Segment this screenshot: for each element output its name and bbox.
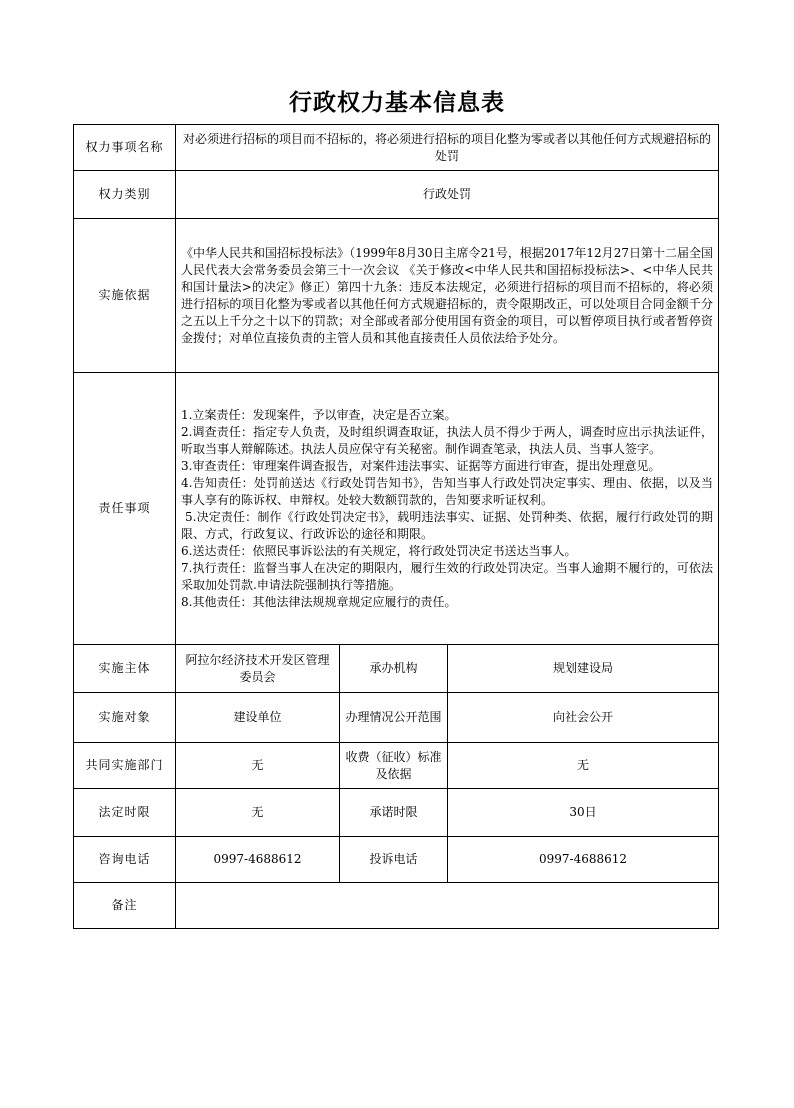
row-target [74, 693, 719, 743]
label-promised-deadline: 承诺时限 [340, 789, 448, 837]
value-joint-department: 无 [176, 743, 340, 789]
label-remark: 备注 [74, 883, 176, 929]
responsibility-item: 2.调查责任：指定专人负责，及时组织调查取证，执法人员不得少于两人，调查时应出示执法证件，听取当事人辩解陈述。执法人员应保守有关秘密。制作调查笔录，执法人员、当事人签字。 [181, 424, 713, 456]
label-disclosure-scope: 办理情况公开范围 [340, 693, 448, 743]
value-inquiry-phone: 0997-4688612 [176, 837, 340, 883]
row-joint-department [74, 743, 719, 789]
value-remark [176, 883, 719, 929]
page-title: 行政权力基本信息表 [289, 90, 505, 116]
row-power-name [74, 125, 719, 171]
value-legal-deadline: 无 [176, 789, 340, 837]
value-handling-agency: 规划建设局 [448, 645, 719, 693]
label-joint-department: 共同实施部门 [74, 743, 176, 789]
label-category: 权力类别 [74, 171, 176, 219]
label-fee-standard: 收费（征收）标准及依据 [340, 743, 448, 789]
row-subject [74, 645, 719, 693]
label-inquiry-phone: 咨询电话 [74, 837, 176, 883]
info-table [73, 124, 719, 929]
label-legal-deadline: 法定时限 [74, 789, 176, 837]
value-responsibility [176, 373, 719, 645]
label-subject: 实施主体 [74, 645, 176, 693]
value-complaint-phone: 0997-4688612 [448, 837, 719, 883]
value-target: 建设单位 [176, 693, 340, 743]
value-subject: 阿拉尔经济技术开发区管理委员会 [176, 645, 340, 693]
label-power-name: 权力事项名称 [74, 125, 176, 171]
responsibility-item: 1.立案责任：发现案件，予以审查，决定是否立案。 [181, 407, 457, 422]
responsibility-item: 5.决定责任：制作《行政处罚决定书》，载明违法事实、证据、处罚种类、依据，履行行政处罚的期限、方式，行政复议、行政诉讼的途径和期限。 [181, 509, 713, 541]
responsibility-item: 6.送达责任：依照民事诉讼法的有关规定，将行政处罚决定书送达当事人。 [181, 543, 577, 558]
row-remark [74, 883, 719, 929]
value-basis: 《中华人民共和国招标投标法》（1999年8月30日主席令21号，根据2017年12月27日第十二届全国人民代表大会常务委员会第三十一次会议 《关于修改<中华人民共和国招标投标法>、<中华人民共和国计量法>的决定》修正）第四十九条：违反本法规定，必须进行招标的项目而不招标的，将必须进行招标的项目化整为零或者以其他任何方式规避招标的，责令限期改正，可以处项目合同金额千分之五以上千分之十以下的罚款；对全部或者部分使用国有资金的项目，可以暂停项目执行或者暂停资金拨付；对单位直接负责的主管人员和其他直接责任人员依法给予处分。 [176, 219, 719, 373]
label-basis: 实施依据 [74, 219, 176, 373]
responsibility-item: 3.审查责任：审理案件调查报告，对案件违法事实、证据等方面进行审查，提出处理意见。 [181, 458, 661, 473]
label-complaint-phone: 投诉电话 [340, 837, 448, 883]
responsibility-item: 7.执行责任：监督当事人在决定的期限内，履行生效的行政处罚决定。当事人逾期不履行的，可依法采取加处罚款.申请法院强制执行等措施。 [181, 560, 713, 592]
row-category [74, 171, 719, 219]
row-deadline [74, 789, 719, 837]
row-contact [74, 837, 719, 883]
value-category: 行政处罚 [176, 171, 719, 219]
label-responsibility: 责任事项 [74, 373, 176, 645]
row-basis [74, 219, 719, 373]
responsibility-item: 8.其他责任：其他法律法规规章规定应履行的责任。 [181, 594, 457, 609]
label-handling-agency: 承办机构 [340, 645, 448, 693]
responsibility-item: 4.告知责任：处罚前送达《行政处罚告知书》，告知当事人行政处罚决定事实、理由、依据，以及当事人享有的陈诉权、申辩权。处较大数额罚款的，告知要求听证权利。 [181, 475, 713, 507]
value-promised-deadline: 30日 [448, 789, 719, 837]
value-power-name: 对必须进行招标的项目而不招标的，将必须进行招标的项目化整为零或者以其他任何方式规避招标的处罚 [176, 125, 719, 171]
value-fee-standard: 无 [448, 743, 719, 789]
value-disclosure-scope: 向社会公开 [448, 693, 719, 743]
label-target: 实施对象 [74, 693, 176, 743]
row-responsibility [74, 373, 719, 645]
